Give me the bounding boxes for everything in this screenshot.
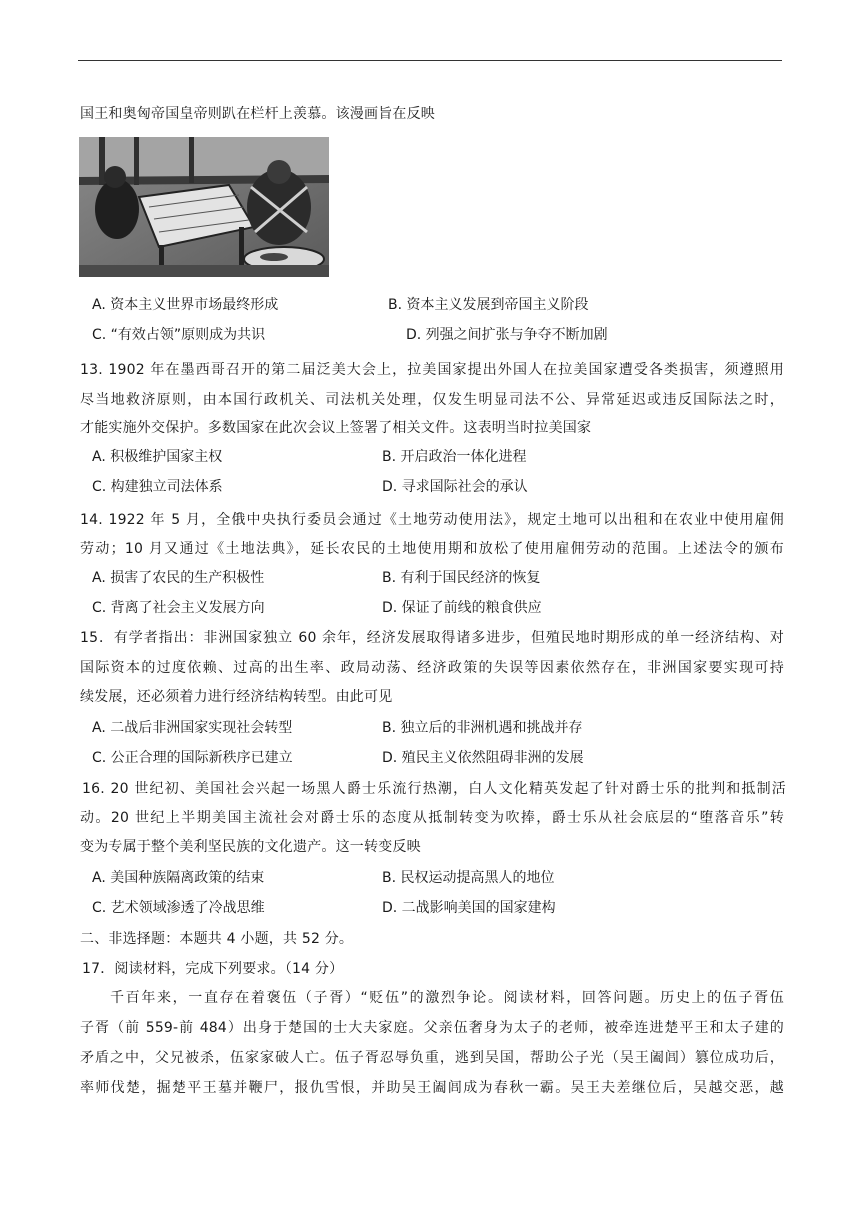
- q15-option-d: D. 殖民主义依然阻碍非洲的发展: [382, 750, 584, 766]
- q17-title: 17．阅读材料，完成下列要求。（14 分）: [82, 961, 344, 977]
- q14-option-c: C. 背离了社会主义发展方向: [92, 600, 265, 616]
- q12-option-b: B. 资本主义发展到帝国主义阶段: [388, 297, 589, 313]
- q16-option-b: B. 民权运动提高黑人的地位: [382, 870, 555, 886]
- cartoon-image: [79, 137, 329, 277]
- q12-option-a: A. 资本主义世界市场最终形成: [92, 297, 279, 313]
- q16-option-c: C. 艺术领域渗透了冷战思维: [92, 900, 265, 916]
- header-rule: [78, 60, 782, 61]
- q16-line-3: 变为专属于整个美利坚民族的文化遗产。这一转变反映: [80, 839, 421, 855]
- q17-line-1: 千百年来，一直存在着褒伍（子胥）“贬伍”的激烈争论。阅读材料，回答问题。历史上的伍子胥伍: [110, 990, 784, 1006]
- q17-line-3: 矛盾之中，父兄被杀，伍家家破人亡。伍子胥忍辱负重，逃到吴国，帮助公子光（吴王阖闾）篡位成功后，: [80, 1050, 784, 1066]
- q14-option-b: B. 有利于国民经济的恢复: [382, 570, 541, 586]
- q14-option-a: A. 损害了农民的生产积极性: [92, 570, 265, 586]
- q14-line-1: 14. 1922 年 5 月，全俄中央执行委员会通过《土地劳动使用法》，规定土地可以出租和在农业中使用雇佣: [80, 512, 784, 528]
- section-2-heading: 二、非选择题：本题共 4 小题，共 52 分。: [80, 931, 354, 947]
- q13-option-d: D. 寻求国际社会的承认: [382, 479, 528, 495]
- q14-line-2: 劳动；10 月又通过《土地法典》，延长农民的土地使用期和放松了使用雇佣劳动的范围。上述法令的颁布: [80, 541, 784, 557]
- q17-line-2: 子胥（前 559-前 484）出身于楚国的士大夫家庭。父亲伍奢身为太子的老师，被牵连进楚平王和太子建的: [80, 1020, 784, 1036]
- q15-option-a: A. 二战后非洲国家实现社会转型: [92, 720, 293, 736]
- q13-line-3: 才能实施外交保护。多数国家在此次会议上签署了相关文件。这表明当时拉美国家: [80, 420, 592, 436]
- q16-line-1: 16. 20 世纪初、美国社会兴起一场黑人爵士乐流行热潮，白人文化精英发起了针对爵士乐的批判和抵制活: [82, 781, 786, 797]
- q12-option-d: D. 列强之间扩张与争夺不断加剧: [406, 327, 608, 343]
- q15-option-c: C. 公正合理的国际新秩序已建立: [92, 750, 293, 766]
- q13-option-c: C. 构建独立司法体系: [92, 479, 223, 495]
- q15-line-1: 15．有学者指出：非洲国家独立 60 余年，经济发展取得诸多进步，但殖民地时期形成的单一经济结构、对: [80, 630, 784, 646]
- q15-option-b: B. 独立后的非洲机遇和挑战并存: [382, 720, 583, 736]
- q13-line-1: 13. 1902 年在墨西哥召开的第二届泛美大会上，拉美国家提出外国人在拉美国家遭受各类损害，须遵照用: [80, 362, 784, 378]
- q16-option-a: A. 美国种族隔离政策的结束: [92, 870, 265, 886]
- q16-line-2: 动。20 世纪上半期美国主流社会对爵士乐的态度从抵制转变为吹捧，爵士乐从社会底层的“堕落音乐”转: [80, 810, 784, 826]
- q15-line-2: 国际资本的过度依赖、过高的出生率、政局动荡、经济政策的失误等因素依然存在，非洲国家要实现可持: [80, 660, 784, 676]
- q12-stem: 国王和奥匈帝国皇帝则趴在栏杆上羡慕。该漫画旨在反映: [80, 106, 435, 122]
- q17-line-4: 率师伐楚，掘楚平王墓并鞭尸，报仇雪恨，并助吴王阖闾成为春秋一霸。吴王夫差继位后，吴越交恶，越: [80, 1080, 784, 1096]
- q13-option-b: B. 开启政治一体化进程: [382, 449, 527, 465]
- q16-option-d: D. 二战影响美国的国家建构: [382, 900, 556, 916]
- q14-option-d: D. 保证了前线的粮食供应: [382, 600, 542, 616]
- q15-line-3: 续发展，还必须着力进行经济结构转型。由此可见: [80, 689, 393, 705]
- q13-option-a: A. 积极维护国家主权: [92, 449, 223, 465]
- q12-option-c: C. “有效占领”原则成为共识: [92, 327, 266, 343]
- q13-line-2: 尽当地救济原则，由本国行政机关、司法机关处理，仅发生明显司法不公、异常延迟或违反国际法之时，: [80, 392, 784, 408]
